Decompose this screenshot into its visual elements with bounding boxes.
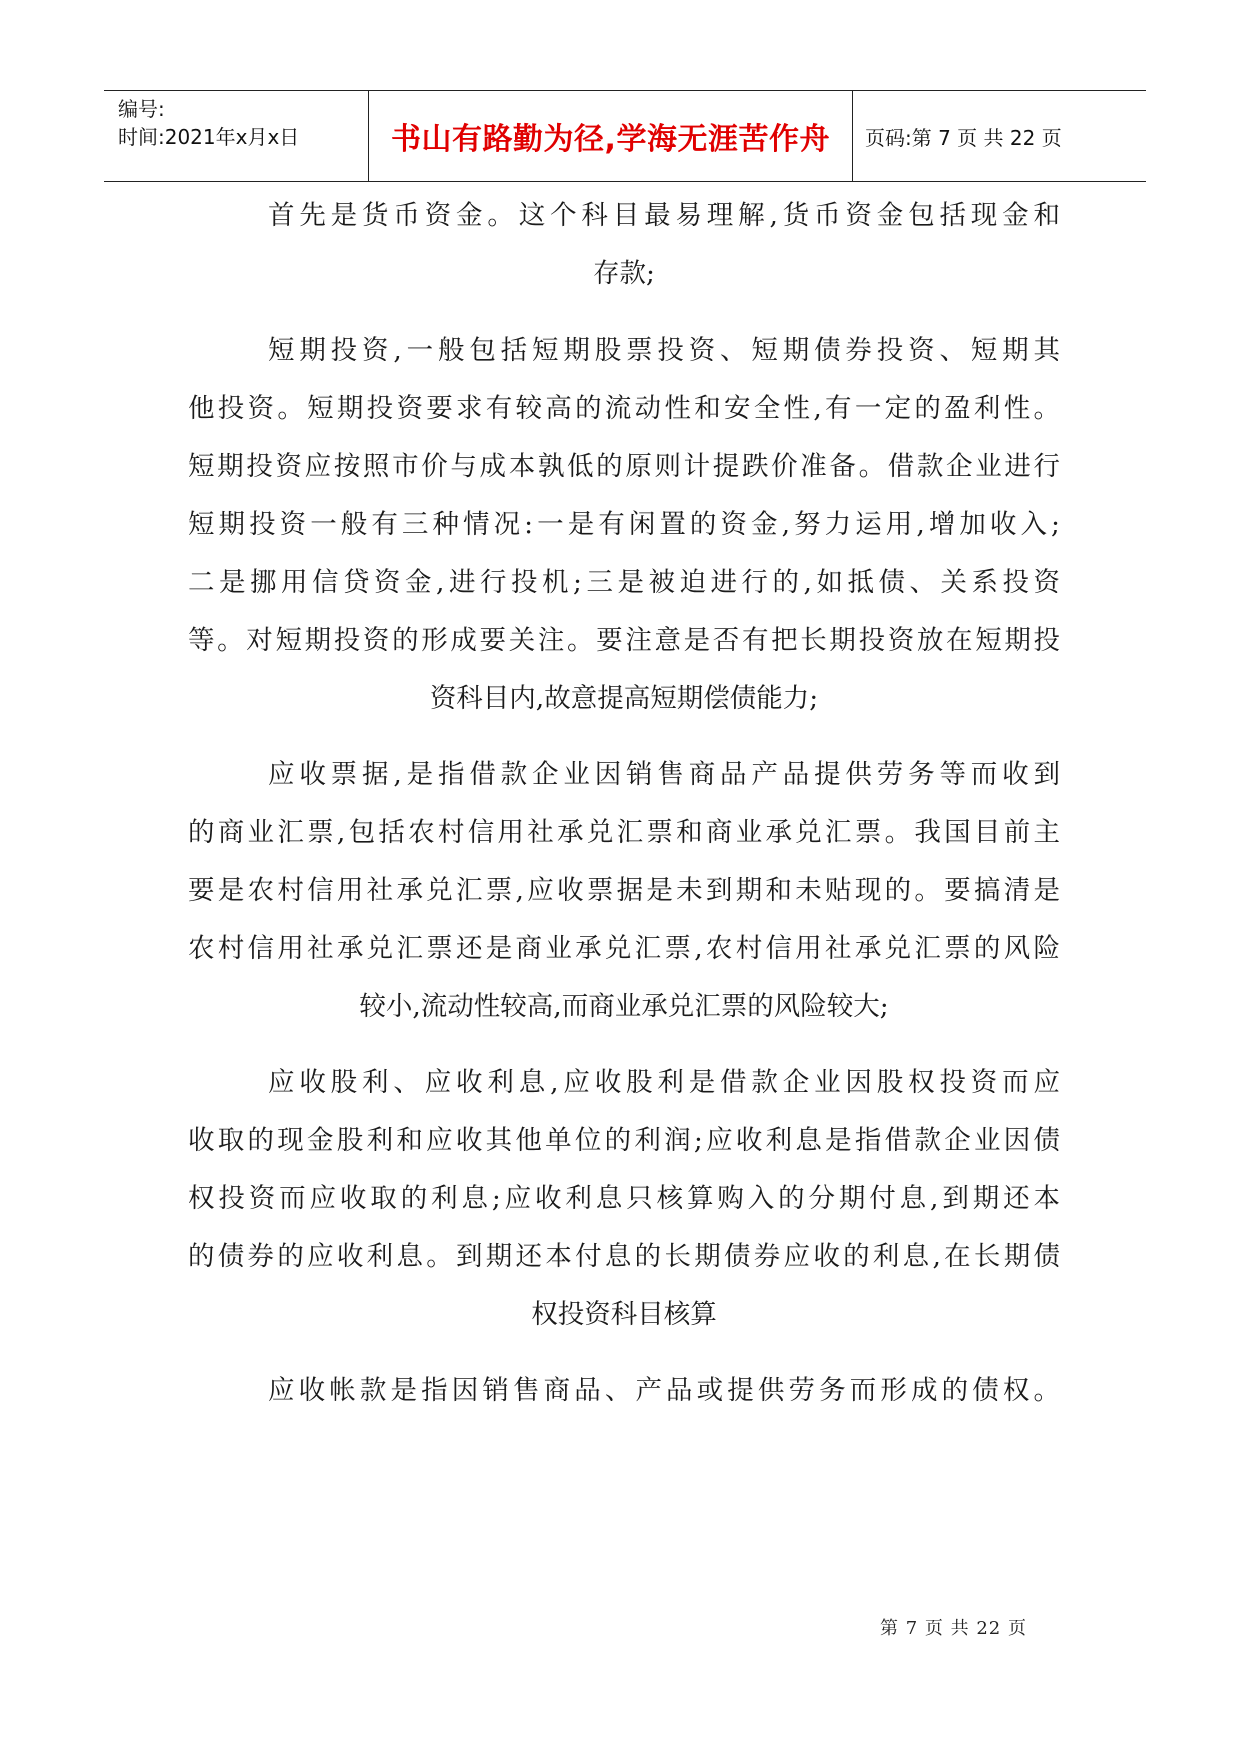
paragraph-1-line-2: 存款; bbox=[593, 258, 655, 289]
paragraph-1-line-1: 首先是货币资金。这个科目最易理解,货币资金包括现金和 bbox=[268, 200, 1060, 231]
paragraph-2-line-6: 等。对短期投资的形成要关注。要注意是否有把长期投资放在短期投 bbox=[188, 625, 1060, 656]
paragraph-4-line-5: 权投资科目核算 bbox=[531, 1299, 717, 1330]
paragraph-5-line-1: 应收帐款是指因销售商品、产品或提供劳务而形成的债权。 bbox=[268, 1375, 1060, 1406]
page-footer-number: 第 7 页 共 22 页 bbox=[880, 1618, 1027, 1639]
paragraph-3-line-3: 要是农村信用社承兑汇票,应收票据是未到期和未贴现的。要搞清是 bbox=[188, 875, 1060, 906]
paragraph-2-line-4: 短期投资一般有三种情况:一是有闲置的资金,努力运用,增加收入; bbox=[188, 509, 1060, 540]
header-page-cell bbox=[853, 91, 1146, 181]
paragraph-4-line-4: 的债券的应收利息。到期还本付息的长期债券应收的利息,在长期债 bbox=[188, 1241, 1060, 1272]
page-code: 页码:第 7 页 共 22 页 bbox=[865, 125, 1062, 150]
paragraph-4-line-1: 应收股利、应收利息,应收股利是借款企业因股权投资而应 bbox=[268, 1067, 1060, 1098]
paragraph-3-line-2: 的商业汇票,包括农村信用社承兑汇票和商业承兑汇票。我国目前主 bbox=[188, 817, 1060, 848]
paragraph-2-line-7: 资科目内,故意提高短期偿债能力; bbox=[429, 683, 819, 714]
paragraph-2-line-3: 短期投资应按照市价与成本孰低的原则计提跌价准备。借款企业进行 bbox=[188, 451, 1060, 482]
paragraph-2-line-1: 短期投资,一般包括短期股票投资、短期债券投资、短期其 bbox=[268, 335, 1060, 366]
page-header bbox=[104, 90, 1146, 182]
header-motto-cell bbox=[368, 91, 853, 181]
paragraph-3-line-5: 较小,流动性较高,而商业承兑汇票的风险较大; bbox=[359, 991, 889, 1022]
time-label: 时间:2021年x月x日 bbox=[118, 125, 300, 149]
header-info-cell bbox=[104, 91, 368, 181]
motto-text: 书山有路勤为径,学海无涯苦作舟 bbox=[391, 122, 830, 157]
serial-number-label: 编号: bbox=[118, 97, 165, 121]
paragraph-4-line-2: 收取的现金股利和应收其他单位的利润;应收利息是指借款企业因债 bbox=[188, 1125, 1060, 1156]
paragraph-3-line-1: 应收票据,是指借款企业因销售商品产品提供劳务等而收到 bbox=[268, 759, 1060, 790]
paragraph-2-line-2: 他投资。短期投资要求有较高的流动性和安全性,有一定的盈利性。 bbox=[188, 393, 1060, 424]
paragraph-4-line-3: 权投资而应收取的利息;应收利息只核算购入的分期付息,到期还本 bbox=[188, 1183, 1060, 1214]
paragraph-3-line-4: 农村信用社承兑汇票还是商业承兑汇票,农村信用社承兑汇票的风险 bbox=[188, 933, 1060, 964]
paragraph-2-line-5: 二是挪用信贷资金,进行投机;三是被迫进行的,如抵债、关系投资 bbox=[188, 567, 1060, 598]
